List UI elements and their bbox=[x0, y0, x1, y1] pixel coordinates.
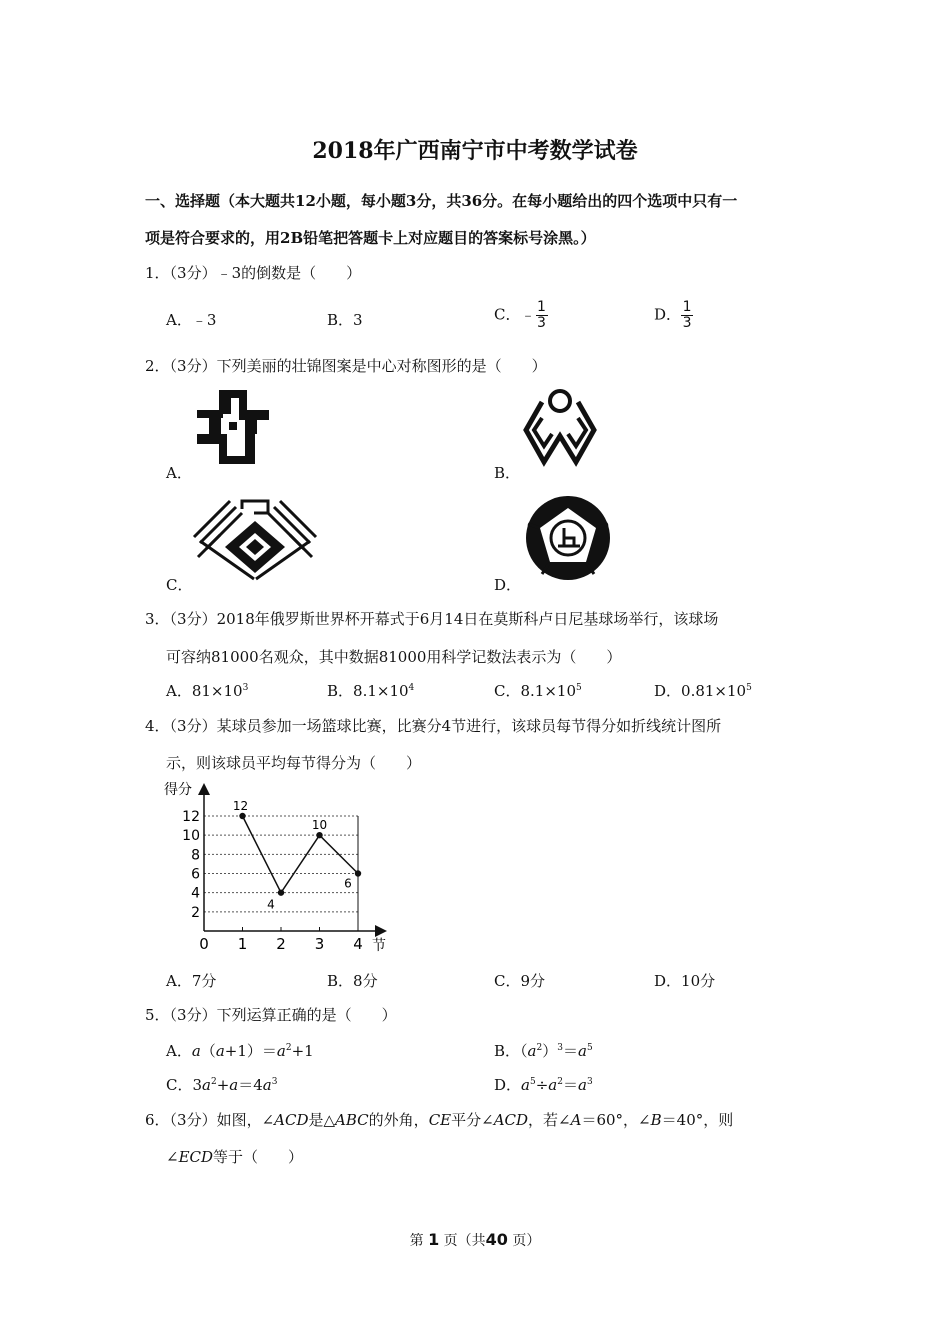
q1-option-d-fraction bbox=[681, 300, 693, 331]
score-line-chart bbox=[158, 778, 398, 958]
exponent: 2 bbox=[285, 1043, 292, 1053]
var-a: a bbox=[548, 1076, 558, 1094]
footer-text: 第 bbox=[409, 1233, 424, 1249]
var-a: a bbox=[578, 1076, 587, 1094]
chart-y-tick-label: 10 bbox=[182, 828, 200, 845]
chart-y-tick-label: 8 bbox=[191, 847, 200, 864]
fraction-numerator: 1 bbox=[682, 299, 692, 315]
chart-x-tick-label: 4 bbox=[353, 935, 363, 953]
q5-b-part: ＝ bbox=[562, 1042, 578, 1060]
q4-option-c: C．9分 bbox=[494, 972, 546, 990]
q6-var: B bbox=[650, 1111, 662, 1129]
fraction-numerator: 1 bbox=[537, 299, 546, 315]
chart-data-label: 10 bbox=[311, 818, 328, 833]
q5-b-label: B．（ bbox=[494, 1042, 528, 1060]
q2-option-d: D． bbox=[494, 576, 522, 594]
chart-x-tick-label: 3 bbox=[314, 935, 325, 953]
q3-option-b-text: B．8.1×10 bbox=[327, 682, 409, 700]
q5-a-part: （ bbox=[200, 1042, 216, 1060]
q1-stem: 1．（3分）﹣3的倒数是（ ） bbox=[145, 264, 362, 282]
q6-text: ∠ bbox=[166, 1148, 179, 1166]
q5-a-part: +1 bbox=[291, 1042, 314, 1060]
chart-data-point bbox=[355, 870, 361, 876]
q3-option-d-exponent: 5 bbox=[746, 683, 752, 693]
q1-option-b: B．3 bbox=[327, 311, 363, 329]
var-a: a bbox=[527, 1042, 537, 1060]
q5-a-label: A． bbox=[166, 1042, 192, 1060]
var-a: a bbox=[276, 1042, 286, 1060]
chart-x-tick-label: 2 bbox=[276, 935, 286, 953]
q2-option-a: A． bbox=[166, 464, 192, 482]
q3-option-a-text: A．81×10 bbox=[166, 682, 243, 700]
q6-stem-line1 bbox=[145, 1109, 733, 1130]
page-footer bbox=[0, 1230, 950, 1250]
q3-option-a-exponent: 3 bbox=[242, 683, 249, 693]
q2-stem: 2．（3分）下列美丽的壮锦图案是中心对称图形的是（ ） bbox=[145, 357, 547, 375]
chart-data-point bbox=[239, 813, 245, 819]
q1-option-a: A．﹣3 bbox=[166, 311, 217, 329]
q2-pattern-b-image bbox=[520, 388, 600, 468]
chart-y-tick-label: 12 bbox=[182, 809, 200, 825]
q1-option-c-sign: ﹣ bbox=[520, 305, 536, 324]
q1-option-c-fraction bbox=[536, 300, 548, 331]
q6-text: 等于（ ） bbox=[213, 1148, 304, 1166]
chart-x-tick-label: 1 bbox=[237, 935, 248, 953]
var-a: a bbox=[262, 1076, 272, 1094]
q5-d-part: ＝ bbox=[562, 1076, 578, 1094]
exponent: 3 bbox=[271, 1077, 278, 1087]
page-title: 2018年广西南宁市中考数学试卷 bbox=[312, 138, 638, 164]
q2-option-c: C． bbox=[166, 576, 193, 594]
chart-y-tick-label: 2 bbox=[191, 904, 200, 921]
q5-c-part: ＝4 bbox=[238, 1076, 263, 1094]
chart-y-tick-label: 6 bbox=[191, 866, 200, 883]
q5-option-d bbox=[494, 1074, 593, 1095]
q5-c-label: C．3 bbox=[166, 1076, 203, 1094]
q3-option-a bbox=[166, 680, 248, 701]
q4-stem-line1: 4．（3分）某球员参加一场篮球比赛，比赛分4节进行，该球员每节得分如折线统计图所 bbox=[145, 717, 722, 735]
q5-option-b bbox=[494, 1040, 593, 1061]
q3-stem-line2: 可容纳81000名观众，其中数据81000用科学记数法表示为（ ） bbox=[166, 648, 622, 666]
q3-option-b-exponent: 4 bbox=[408, 683, 415, 693]
var-a: a bbox=[191, 1042, 201, 1060]
q6-var: ECD bbox=[178, 1148, 214, 1166]
q6-text: ，若∠ bbox=[528, 1111, 571, 1129]
fraction-denominator: 3 bbox=[537, 315, 546, 331]
q3-option-c-text: C．8.1×10 bbox=[494, 682, 576, 700]
exponent: 5 bbox=[586, 1043, 593, 1053]
q6-text: 的外角， bbox=[368, 1111, 429, 1129]
q5-a-part: +1）＝ bbox=[224, 1042, 277, 1060]
footer-page-number: 1 bbox=[428, 1230, 440, 1249]
q6-var: ACD bbox=[274, 1111, 309, 1129]
chart-data-point bbox=[278, 889, 284, 895]
exponent: 3 bbox=[586, 1077, 593, 1087]
q5-b-part: ） bbox=[542, 1042, 558, 1060]
chart-data-label: 12 bbox=[232, 799, 249, 813]
exponent: 2 bbox=[557, 1077, 563, 1087]
q6-stem-line2 bbox=[166, 1146, 303, 1167]
section-heading-line1: 一、选择题（本大题共12小题，每小题3分，共36分。在每小题给出的四个选项中只有一 bbox=[145, 192, 738, 210]
footer-text: 页） bbox=[512, 1233, 541, 1249]
q6-var: ACD bbox=[493, 1111, 529, 1129]
chart-x-axis-label: 节 bbox=[372, 938, 386, 954]
footer-total-pages: 40 bbox=[485, 1230, 508, 1249]
q2-pattern-d-image bbox=[524, 494, 612, 582]
chart-data-label: 6 bbox=[344, 876, 352, 891]
chart-data-point bbox=[316, 832, 322, 838]
q3-option-b bbox=[327, 680, 414, 701]
q6-text: 是△ bbox=[308, 1111, 336, 1129]
q3-stem-line1: 3．（3分）2018年俄罗斯世界杯开幕式于6月14日在莫斯科卢日尼基球场举行，该球场 bbox=[145, 610, 719, 628]
var-a: a bbox=[215, 1042, 225, 1060]
q6-var: A bbox=[570, 1111, 582, 1129]
chart-gridlines bbox=[204, 816, 358, 912]
chart-y-axis-label: 得分 bbox=[164, 782, 192, 798]
q5-c-part: + bbox=[216, 1076, 230, 1094]
chart-y-tick-label: 4 bbox=[191, 885, 200, 902]
q6-text: 6．（3分）如图，∠ bbox=[145, 1111, 275, 1129]
q4-option-d: D．10分 bbox=[654, 972, 716, 990]
q5-stem: 5．（3分）下列运算正确的是（ ） bbox=[145, 1006, 397, 1024]
q4-option-b: B．8分 bbox=[327, 972, 378, 990]
exponent: 2 bbox=[210, 1077, 217, 1087]
q3-option-d-text: D．0.81×10 bbox=[654, 682, 747, 700]
q1-option-c bbox=[494, 300, 548, 331]
q6-text: 平分∠ bbox=[451, 1111, 494, 1129]
q2-pattern-c-image bbox=[190, 495, 320, 583]
var-a: a bbox=[202, 1076, 211, 1094]
chart-x-tick-label: 0 bbox=[199, 935, 209, 953]
q5-d-label: D． bbox=[494, 1076, 522, 1094]
q6-var: ABC bbox=[335, 1111, 369, 1129]
q5-option-a bbox=[166, 1040, 314, 1061]
q6-text: ＝40°，则 bbox=[661, 1111, 734, 1129]
exponent: 2 bbox=[536, 1043, 543, 1053]
var-a: a bbox=[229, 1076, 239, 1094]
q3-option-c bbox=[494, 680, 582, 701]
var-a: a bbox=[577, 1042, 587, 1060]
exponent: 3 bbox=[557, 1043, 563, 1053]
q2-option-b: B． bbox=[494, 464, 521, 482]
q6-text: ＝60°，∠ bbox=[581, 1111, 651, 1129]
fraction-denominator: 3 bbox=[682, 315, 692, 331]
q5-option-c bbox=[166, 1074, 277, 1095]
q5-d-part: ÷ bbox=[535, 1076, 549, 1094]
q4-option-a: A．7分 bbox=[166, 972, 217, 990]
q6-var: CE bbox=[428, 1111, 452, 1129]
q1-option-d-label: D． bbox=[654, 305, 682, 324]
q2-pattern-a-image bbox=[193, 388, 273, 466]
chart-data-label: 4 bbox=[267, 897, 275, 912]
q3-option-c-exponent: 5 bbox=[576, 683, 582, 693]
section-heading-line2: 项是符合要求的，用2B铅笔把答题卡上对应题目的答案标号涂黑。） bbox=[145, 229, 596, 247]
q1-option-c-label: C． bbox=[494, 305, 521, 324]
exponent: 5 bbox=[529, 1077, 536, 1087]
q1-option-d bbox=[654, 300, 693, 331]
var-a: a bbox=[521, 1076, 530, 1094]
q4-stem-line2: 示，则该球员平均每节得分为（ ） bbox=[166, 754, 422, 772]
q3-option-d bbox=[654, 680, 752, 701]
footer-text: 页（共 bbox=[443, 1233, 486, 1249]
